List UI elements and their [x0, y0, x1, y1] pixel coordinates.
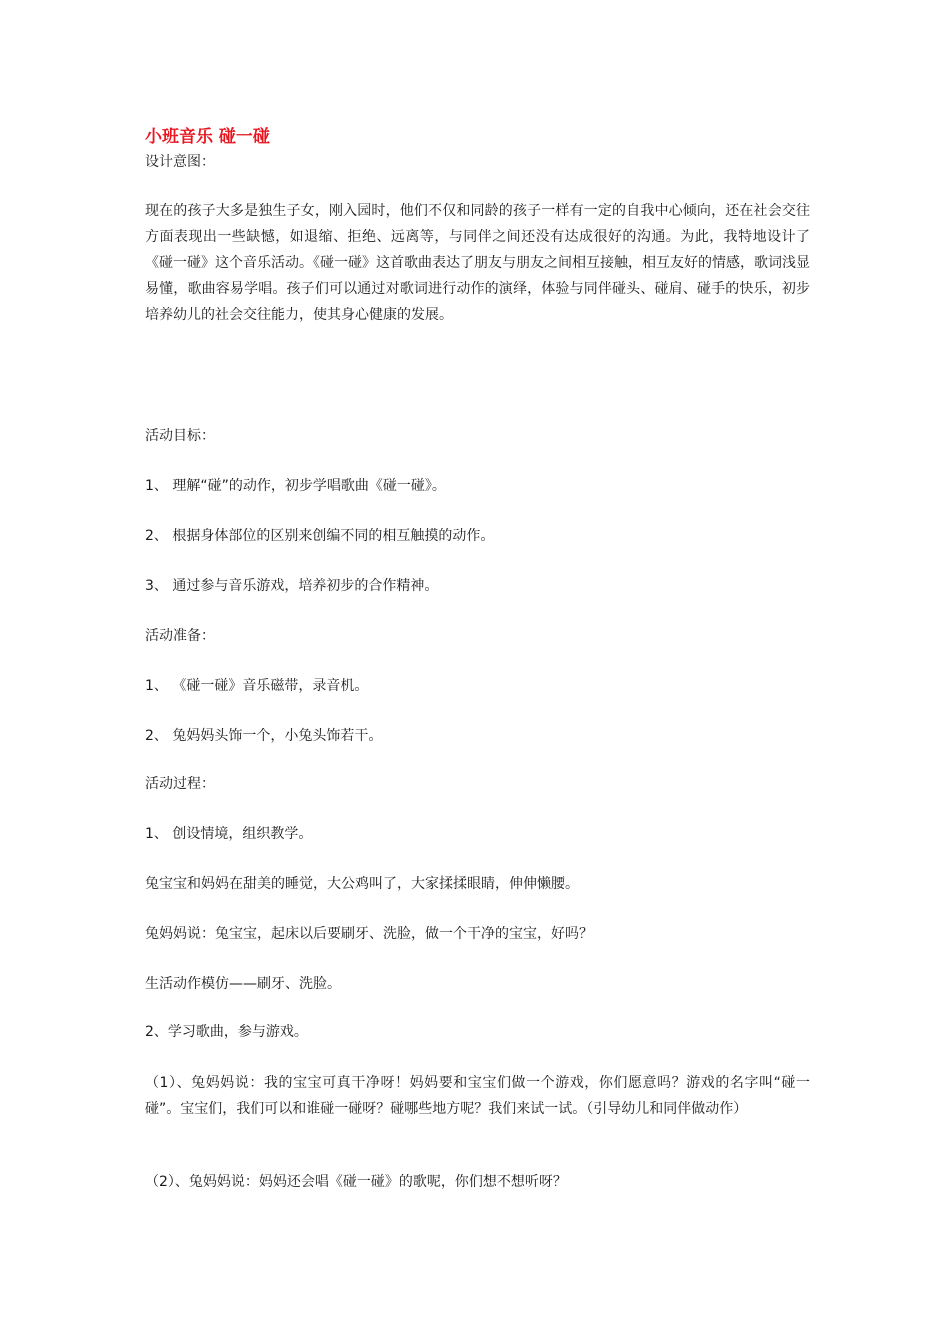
design-intent-label: 设计意图： — [145, 154, 215, 170]
prep-item-1: 1、 《碰一碰》音乐磁带，录音机。 — [145, 678, 369, 694]
process-label: 活动过程： — [145, 776, 215, 792]
prep-label: 活动准备： — [145, 628, 215, 644]
process-step-2-2: （2）、兔妈妈说：妈妈还会唱《碰一碰》的歌呢，你们想不想听呀？ — [145, 1174, 567, 1190]
goal-item-3: 3、 通过参与音乐游戏，培养初步的合作精神。 — [145, 578, 439, 594]
prep-item-2: 2、 兔妈妈头饰一个，小兔头饰若干。 — [145, 728, 383, 744]
design-intent-paragraph: 现在的孩子大多是独生子女，刚入园时，他们不仅和同龄的孩子一样有一定的自我中心倾向，还在社会交往方面表现出一些缺憾，如退缩、拒绝、远离等，与同伴之间还没有达成很好的沟通。为此，我特地设计了《碰一碰》这个音乐活动。《碰一碰》这首歌曲表达了朋友与朋友之间相互接触，相互友好的情感，歌词浅显易懂，歌曲容易学唱。孩子们可以通过对歌词进行动作的演绎，体验与同伴碰头、碰肩、碰手的快乐，初步培养幼儿的社会交往能力，使其身心健康的发展。 — [145, 203, 810, 323]
process-step-2: 2、学习歌曲，参与游戏。 — [145, 1024, 308, 1040]
goal-item-1: 1、 理解“碰”的动作，初步学唱歌曲《碰一碰》。 — [145, 478, 446, 494]
process-step-1-b: 兔妈妈说：兔宝宝，起床以后要刷牙、洗脸，做一个干净的宝宝，好吗？ — [145, 926, 593, 942]
goal-item-2: 2、 根据身体部位的区别来创编不同的相互触摸的动作。 — [145, 528, 495, 544]
document-title: 小班音乐 碰一碰 — [145, 127, 270, 147]
goals-label: 活动目标： — [145, 428, 215, 444]
process-step-1-a: 兔宝宝和妈妈在甜美的睡觉，大公鸡叫了，大家揉揉眼睛，伸伸懒腰。 — [145, 876, 579, 892]
process-step-2-1: （1）、兔妈妈说：我的宝宝可真干净呀！妈妈要和宝宝们做一个游戏，你们愿意吗？游戏的名字叫“碰一碰”。宝宝们，我们可以和谁碰一碰呀？碰哪些地方呢？我们来试一试。（引导幼儿和同伴做动作） — [145, 1075, 810, 1117]
process-step-1-c: 生活动作模仿——刷牙、洗脸。 — [145, 976, 341, 992]
process-step-1: 1、 创设情境，组织教学。 — [145, 826, 313, 842]
